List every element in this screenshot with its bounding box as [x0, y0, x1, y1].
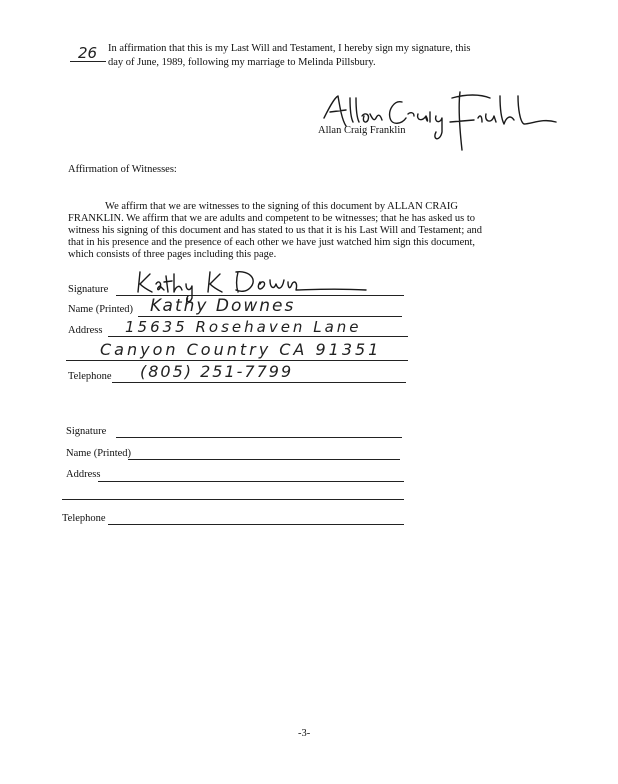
affirmation-day-line [70, 61, 106, 62]
witnesses-heading: Affirmation of Witnesses: [68, 164, 177, 175]
witness2-address-line-1[interactable] [98, 481, 404, 482]
witness-paragraph-line-1: We affirm that we are witnesses to the signing of this document by ALLAN CRAIG [105, 201, 458, 212]
page-number: -3- [298, 728, 311, 739]
witness1-telephone: (805) 251-7799 [140, 362, 294, 381]
witness2-signature-line[interactable] [116, 437, 402, 438]
witness-paragraph-line-3: witness his signing of this document and has stated to us that it is his Last Will and Testament; and [68, 225, 483, 236]
witness1-name-label: Name (Printed) [68, 304, 134, 315]
witness1-address-line1: 15635 Rosehaven Lane [125, 318, 362, 336]
witness-paragraph-line-2: FRANKLIN. We affirm that we are adults and competent to be witnesses; that he has asked us to [68, 213, 476, 224]
affirmation-line-1: In affirmation that this is my Last Will and Testament, I hereby sign my signature, this [108, 43, 471, 54]
witness1-telephone-line [112, 382, 406, 383]
witness2-name-line[interactable] [128, 459, 400, 460]
affirmation-line-2: day of June, 1989, following my marriage to Melinda Pillsbury. [108, 57, 376, 68]
witness-paragraph-line-4: that in his presence and the presence of each other we have just watched him sign this document, [68, 237, 476, 248]
testator-printed-name: Allan Craig Franklin [318, 125, 406, 136]
witness2-name-label: Name (Printed) [66, 448, 132, 459]
affirmation-day-handwritten: 26 [78, 44, 98, 62]
witness1-address-line-1 [108, 336, 408, 337]
witness1-address-label: Address [68, 325, 103, 336]
witness1-telephone-label: Telephone [68, 371, 112, 382]
witness2-telephone-label: Telephone [62, 513, 106, 524]
testator-signature [310, 88, 570, 158]
witness2-address-label: Address [66, 469, 101, 480]
witness-paragraph-line-5: which consists of three pages including this page. [68, 249, 277, 260]
witness1-signature-label: Signature [68, 284, 109, 295]
witness2-signature-label: Signature [66, 426, 107, 437]
witness1-address-line2: Canyon Country CA 91351 [100, 340, 382, 359]
witness1-name-line [138, 316, 402, 317]
witness1-address-line-2 [66, 360, 408, 361]
witness2-address-line-2[interactable] [62, 499, 404, 500]
witness2-telephone-line[interactable] [108, 524, 404, 525]
witness1-name: Kathy Downes [150, 296, 296, 316]
